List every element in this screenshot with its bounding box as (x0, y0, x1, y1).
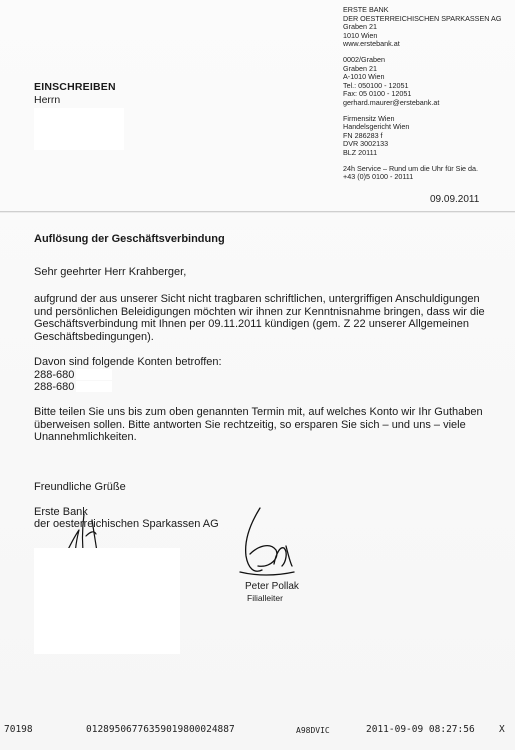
footer-code-3: A98DVIC (296, 726, 330, 735)
company-fn: FN 286283 f (343, 130, 383, 140)
handwritten-signature-2 (236, 506, 298, 584)
company-court: Handelsgericht Wien (343, 122, 410, 132)
footer-code-1: 70198 (4, 724, 33, 735)
sender-street: Graben 21 (343, 22, 377, 32)
fold-line-shadow (0, 212, 515, 213)
letter-closing: Freundliche Grüße (34, 481, 126, 493)
letter-paragraph-2: Bitte teilen Sie uns bis zum oben genannten Termin mit, auf welches Konto wir Ihr Guthaben überweisen sollen. Bitte antworten Sie rechtzeitig, so ersparen Sie sich – und uns – viele Unannehmlichkeiten. (34, 406, 483, 444)
branch-street: Graben 21 (343, 63, 377, 73)
branch-email: gerhard.maurer@erstebank.at (343, 97, 440, 107)
sender-web: www.erstebank.at (343, 39, 400, 49)
footer-timestamp: 2011-09-09 08:27:56 (366, 724, 475, 735)
redacted-address (34, 108, 124, 150)
account-number: 288-680 (34, 369, 75, 381)
company-seat: Firmensitz Wien (343, 113, 395, 123)
letter-paragraph-1: aufgrund der aus unserer Sicht nicht tragbaren schriftlichen, untergriffigen Anschuldigungen und persönlichen Beleidigungen möchten wir ihnen zur Kenntnisnahme bringen, dass wir die Geschäftsverbindung mit Ihnen per 09.11.2011 kündigen (gem. Z 22 unserer Allgemeinen Geschäftsbedingungen). (34, 293, 485, 343)
bank-signature-line-1: Erste Bank (34, 506, 88, 518)
sender-city: 1010 Wien (343, 30, 378, 40)
redacted-account-suffix (76, 381, 112, 392)
sender-bank-full: DER OESTERREICHISCHEN SPARKASSEN AG (343, 13, 502, 23)
bank-signature-line-2: der oesterreichischen Sparkassen AG (34, 518, 219, 530)
branch-tel: Tel.: 050100 - 12051 (343, 80, 409, 90)
accounts-intro: Davon sind folgende Konten betroffen: (34, 356, 222, 368)
company-blz: BLZ 20111 (343, 147, 378, 157)
company-dvr: DVR 3002133 (343, 139, 389, 149)
branch-fax: Fax: 05 0100 - 12051 (343, 89, 412, 99)
recipient-salutation: Herrn (34, 94, 61, 106)
redacted-account-suffix (76, 369, 112, 380)
registered-mail-label: EINSCHREIBEN (34, 81, 116, 93)
letter-date: 09.09.2011 (430, 194, 480, 205)
letter-salutation: Sehr geehrter Herr Krahberger, (34, 266, 187, 278)
footer-mark: X (499, 724, 505, 735)
letter-subject: Auflösung der Geschäftsverbindung (34, 233, 225, 245)
service-phone: +43 (0)5 0100 - 20111 (343, 172, 414, 182)
service-text: 24h Service – Rund um die Uhr für Sie da. (343, 163, 479, 173)
sender-bank-name: ERSTE BANK (343, 5, 389, 14)
signer-role: Filialleiter (247, 593, 283, 603)
branch-city: A-1010 Wien (343, 72, 385, 82)
redacted-signature-block (34, 548, 180, 654)
account-number: 288-680 (34, 381, 75, 393)
sender-block (343, 6, 513, 189)
branch-id: 0002/Graben (343, 54, 385, 64)
footer-code-2: 01289506776359019800024887 (86, 724, 235, 735)
signer-name: Peter Pollak (245, 581, 299, 592)
